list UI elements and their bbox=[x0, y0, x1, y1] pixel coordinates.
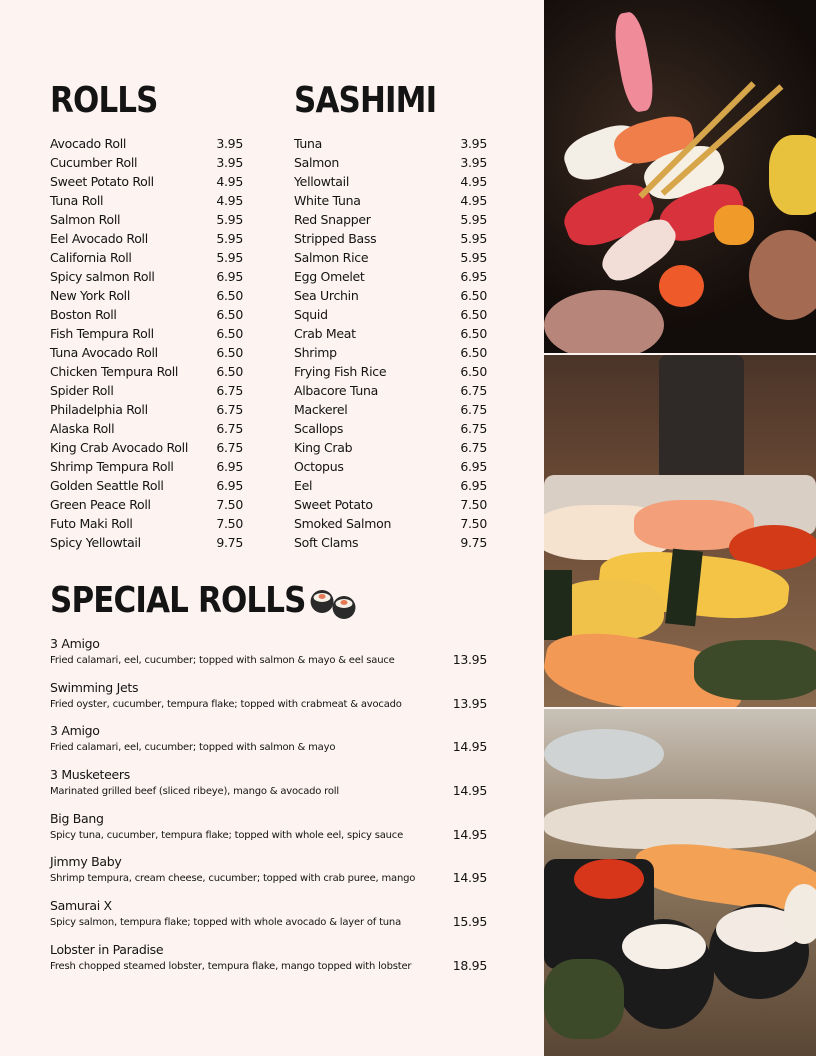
roll-item-name: Fish Tempura Roll bbox=[50, 326, 154, 341]
roll-item bbox=[50, 191, 243, 210]
sashimi-item bbox=[294, 381, 487, 400]
roll-item-price: 6.75 bbox=[216, 383, 243, 398]
roll-item-name: Eel Avocado Roll bbox=[50, 231, 148, 246]
roll-item-price: 5.95 bbox=[216, 212, 243, 227]
sashimi-item-price: 7.50 bbox=[460, 497, 487, 512]
sashimi-item-price: 4.95 bbox=[460, 193, 487, 208]
special-roll-price: 14.95 bbox=[452, 870, 487, 886]
sashimi-item bbox=[294, 248, 487, 267]
special-roll-description: Spicy tuna, cucumber, tempura flake; topped with whole eel, spicy sauce bbox=[50, 829, 404, 841]
sashimi-item-price: 6.50 bbox=[460, 326, 487, 341]
sashimi-item bbox=[294, 134, 487, 153]
sashimi-item bbox=[294, 343, 487, 362]
sashimi-item bbox=[294, 457, 487, 476]
sashimi-item-name: Soft Clams bbox=[294, 535, 359, 550]
special-roll-name: 3 Amigo bbox=[50, 723, 100, 739]
roll-item bbox=[50, 134, 243, 153]
sashimi-item-price: 6.75 bbox=[460, 421, 487, 436]
sashimi-item-price: 6.75 bbox=[460, 383, 487, 398]
sashimi-item-price: 5.95 bbox=[460, 231, 487, 246]
special-rolls-title: SPECIAL ROLLS bbox=[50, 580, 306, 621]
special-roll-price: 13.95 bbox=[452, 695, 487, 711]
roll-item bbox=[50, 495, 243, 514]
roll-item bbox=[50, 533, 243, 552]
roll-item-name: Boston Roll bbox=[50, 307, 117, 322]
special-roll-description: Marinated grilled beef (sliced ribeye), mango & avocado roll bbox=[50, 786, 339, 798]
sashimi-item-name: Smoked Salmon bbox=[294, 516, 392, 531]
sashimi-item bbox=[294, 324, 487, 343]
special-roll-item bbox=[50, 721, 487, 765]
sashimi-item bbox=[294, 172, 487, 191]
roll-item-price: 6.75 bbox=[216, 421, 243, 436]
sashimi-item bbox=[294, 267, 487, 286]
roll-item bbox=[50, 457, 243, 476]
sashimi-item bbox=[294, 514, 487, 533]
roll-item-price: 3.95 bbox=[216, 136, 243, 151]
roll-item bbox=[50, 514, 243, 533]
roll-item-name: Spider Roll bbox=[50, 383, 114, 398]
sashimi-item-name: Red Snapper bbox=[294, 212, 371, 227]
roll-item bbox=[50, 153, 243, 172]
sashimi-item bbox=[294, 419, 487, 438]
special-roll-price: 18.95 bbox=[452, 957, 487, 973]
roll-item-name: Salmon Roll bbox=[50, 212, 121, 227]
roll-item bbox=[50, 229, 243, 248]
roll-item-price: 6.75 bbox=[216, 440, 243, 455]
sashimi-item-price: 6.75 bbox=[460, 402, 487, 417]
sashimi-item-name: Stripped Bass bbox=[294, 231, 377, 246]
roll-item-price: 4.95 bbox=[216, 193, 243, 208]
sashimi-item-name: Egg Omelet bbox=[294, 269, 365, 284]
roll-item-name: Tuna Avocado Roll bbox=[50, 345, 158, 360]
special-roll-description: Fried calamari, eel, cucumber; topped with salmon & mayo & eel sauce bbox=[50, 655, 395, 666]
sushi-icon bbox=[311, 584, 361, 618]
sashimi-heading: SASHIMI bbox=[294, 80, 437, 121]
roll-item-name: California Roll bbox=[50, 250, 132, 265]
sashimi-item bbox=[294, 495, 487, 514]
sashimi-item-price: 6.50 bbox=[460, 364, 487, 379]
sushi-maki-photo bbox=[544, 709, 816, 1056]
sashimi-item-name: Squid bbox=[294, 307, 328, 322]
sushi-platter-photo bbox=[544, 0, 816, 353]
special-roll-name: Jimmy Baby bbox=[50, 854, 122, 870]
roll-item-price: 6.95 bbox=[216, 269, 243, 284]
roll-item bbox=[50, 362, 243, 381]
special-roll-description: Fresh chopped steamed lobster, tempura flake, mango topped with lobster bbox=[50, 960, 412, 972]
roll-item-price: 9.75 bbox=[216, 535, 243, 550]
sashimi-item bbox=[294, 400, 487, 419]
special-roll-name: 3 Musketeers bbox=[50, 767, 130, 783]
roll-item-name: Futo Maki Roll bbox=[50, 516, 133, 531]
sashimi-item-name: Sweet Potato bbox=[294, 497, 373, 512]
roll-item-name: Sweet Potato Roll bbox=[50, 174, 154, 189]
sashimi-item bbox=[294, 438, 487, 457]
roll-item bbox=[50, 419, 243, 438]
roll-item bbox=[50, 438, 243, 457]
sashimi-item-price: 4.95 bbox=[460, 174, 487, 189]
special-rolls-heading bbox=[50, 580, 357, 621]
roll-item bbox=[50, 305, 243, 324]
rolls-heading: ROLLS bbox=[50, 80, 158, 121]
roll-item bbox=[50, 210, 243, 229]
roll-item bbox=[50, 476, 243, 495]
roll-item-price: 6.75 bbox=[216, 402, 243, 417]
special-roll-description: Spicy salmon, tempura flake; topped with whole avocado & layer of tuna bbox=[50, 917, 401, 929]
roll-item-name: Golden Seattle Roll bbox=[50, 478, 164, 493]
sashimi-item-name: Mackerel bbox=[294, 402, 348, 417]
sashimi-item bbox=[294, 229, 487, 248]
roll-item-price: 6.50 bbox=[216, 364, 243, 379]
sashimi-item-name: Eel bbox=[294, 478, 313, 493]
sashimi-item-price: 5.95 bbox=[460, 212, 487, 227]
roll-item bbox=[50, 343, 243, 362]
roll-item-name: Spicy salmon Roll bbox=[50, 269, 155, 284]
sashimi-item bbox=[294, 305, 487, 324]
roll-item bbox=[50, 248, 243, 267]
sashimi-item bbox=[294, 210, 487, 229]
roll-item bbox=[50, 400, 243, 419]
special-roll-item bbox=[50, 634, 487, 678]
sashimi-item-price: 5.95 bbox=[460, 250, 487, 265]
sashimi-item-name: Crab Meat bbox=[294, 326, 356, 341]
special-roll-name: Swimming Jets bbox=[50, 679, 139, 695]
special-roll-name: 3 Amigo bbox=[50, 636, 100, 651]
roll-item bbox=[50, 381, 243, 400]
sashimi-item-price: 7.50 bbox=[460, 516, 487, 531]
roll-item bbox=[50, 286, 243, 305]
sashimi-item-name: Albacore Tuna bbox=[294, 383, 379, 398]
special-roll-name: Samurai X bbox=[50, 898, 112, 914]
sashimi-item-price: 9.75 bbox=[460, 535, 487, 550]
sashimi-item-price: 3.95 bbox=[460, 136, 487, 151]
special-roll-item bbox=[50, 765, 487, 809]
roll-item-name: Philadelphia Roll bbox=[50, 402, 148, 417]
roll-item-name: New York Roll bbox=[50, 288, 131, 303]
roll-item-name: Green Peace Roll bbox=[50, 497, 151, 512]
sashimi-item-price: 6.95 bbox=[460, 269, 487, 284]
roll-item-price: 7.50 bbox=[216, 497, 243, 512]
sashimi-item-price: 6.75 bbox=[460, 440, 487, 455]
special-rolls-list bbox=[50, 634, 487, 984]
special-roll-description: Fried calamari, eel, cucumber; topped with salmon & mayo bbox=[50, 742, 336, 754]
roll-item-name: Chicken Tempura Roll bbox=[50, 364, 179, 379]
special-roll-name: Big Bang bbox=[50, 810, 104, 826]
roll-item-name: Spicy Yellowtail bbox=[50, 535, 141, 550]
sashimi-item-price: 6.50 bbox=[460, 307, 487, 322]
sashimi-item-price: 6.50 bbox=[460, 288, 487, 303]
sashimi-item bbox=[294, 153, 487, 172]
roll-item-name: Cucumber Roll bbox=[50, 155, 138, 170]
sashimi-item-name: Salmon bbox=[294, 155, 340, 170]
roll-item-name: Avocado Roll bbox=[50, 136, 127, 151]
roll-item-price: 5.95 bbox=[216, 250, 243, 265]
special-roll-price: 13.95 bbox=[452, 652, 487, 667]
sashimi-item-name: Octopus bbox=[294, 459, 344, 474]
roll-item-price: 5.95 bbox=[216, 231, 243, 246]
sashimi-item bbox=[294, 191, 487, 210]
sashimi-item-name: King Crab bbox=[294, 440, 353, 455]
special-roll-price: 14.95 bbox=[452, 739, 487, 755]
special-roll-price: 14.95 bbox=[452, 783, 487, 799]
special-roll-item bbox=[50, 940, 487, 984]
sushi-nigiri-photo bbox=[544, 355, 816, 707]
sashimi-item-name: Tuna bbox=[294, 136, 323, 151]
roll-item-price: 6.95 bbox=[216, 478, 243, 493]
sashimi-item bbox=[294, 286, 487, 305]
roll-item bbox=[50, 172, 243, 191]
roll-item-name: King Crab Avocado Roll bbox=[50, 440, 189, 455]
sashimi-item-name: Scallops bbox=[294, 421, 344, 436]
sashimi-item-name: Frying Fish Rice bbox=[294, 364, 387, 379]
special-roll-item bbox=[50, 896, 487, 940]
sashimi-item-name: Yellowtail bbox=[294, 174, 349, 189]
roll-item-price: 6.95 bbox=[216, 459, 243, 474]
roll-item-name: Alaska Roll bbox=[50, 421, 115, 436]
roll-item-price: 7.50 bbox=[216, 516, 243, 531]
sashimi-item-name: White Tuna bbox=[294, 193, 361, 208]
special-roll-price: 14.95 bbox=[452, 826, 487, 842]
roll-item bbox=[50, 324, 243, 343]
rolls-list bbox=[50, 134, 243, 552]
roll-item-name: Shrimp Tempura Roll bbox=[50, 459, 174, 474]
roll-item-price: 6.50 bbox=[216, 326, 243, 341]
sashimi-item-name: Sea Urchin bbox=[294, 288, 359, 303]
sashimi-item-price: 3.95 bbox=[460, 155, 487, 170]
roll-item-price: 6.50 bbox=[216, 307, 243, 322]
sashimi-item-price: 6.50 bbox=[460, 345, 487, 360]
sashimi-item bbox=[294, 476, 487, 495]
special-roll-name: Lobster in Paradise bbox=[50, 941, 164, 957]
sashimi-item bbox=[294, 362, 487, 381]
special-roll-item bbox=[50, 809, 487, 853]
special-roll-item bbox=[50, 678, 487, 722]
sashimi-list bbox=[294, 134, 487, 552]
roll-item-price: 4.95 bbox=[216, 174, 243, 189]
sashimi-item-price: 6.95 bbox=[460, 459, 487, 474]
roll-item-name: Tuna Roll bbox=[50, 193, 104, 208]
special-roll-description: Shrimp tempura, cream cheese, cucumber; topped with crab puree, mango bbox=[50, 873, 416, 885]
sashimi-item-price: 6.95 bbox=[460, 478, 487, 493]
special-roll-price: 15.95 bbox=[452, 914, 487, 930]
roll-item-price: 6.50 bbox=[216, 288, 243, 303]
roll-item-price: 6.50 bbox=[216, 345, 243, 360]
sashimi-item-name: Shrimp bbox=[294, 345, 337, 360]
roll-item-price: 3.95 bbox=[216, 155, 243, 170]
roll-item bbox=[50, 267, 243, 286]
special-roll-description: Fried oyster, cucumber, tempura flake; topped with crabmeat & avocado bbox=[50, 698, 402, 710]
sashimi-item-name: Salmon Rice bbox=[294, 250, 369, 265]
sashimi-item bbox=[294, 533, 487, 552]
special-roll-item bbox=[50, 852, 487, 896]
